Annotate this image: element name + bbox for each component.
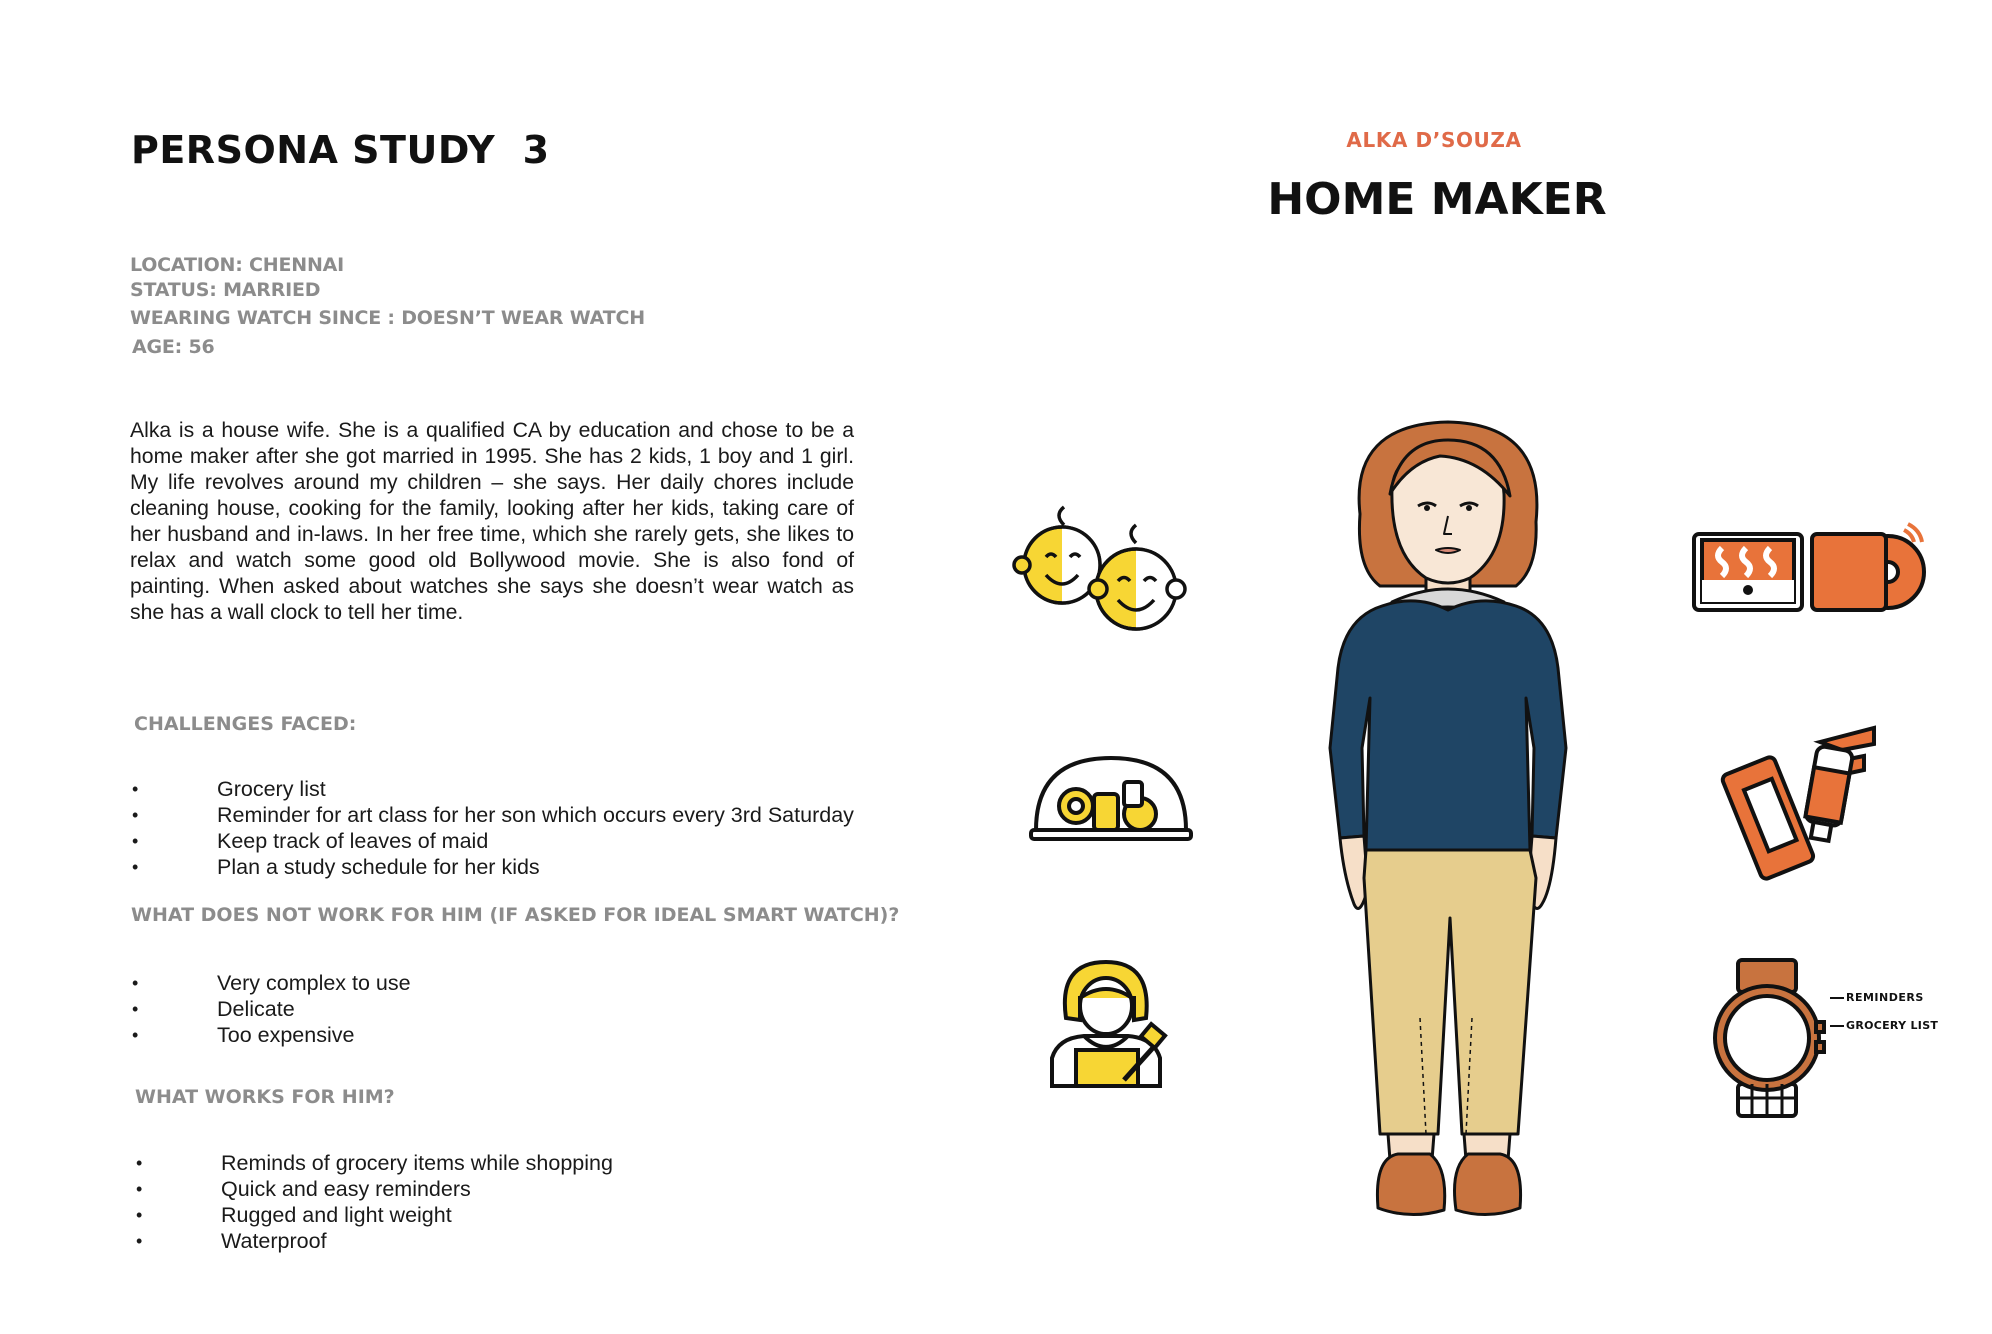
persona-role: HOME MAKER	[1267, 174, 1607, 225]
persona-name: ALKA D’SOUZA	[1346, 128, 1522, 152]
list-item: • Grocery list	[130, 776, 854, 802]
list-item: • Delicate	[130, 996, 411, 1022]
page-title: PERSONA STUDY 3	[131, 128, 550, 172]
smartwatch-icon	[1712, 958, 1822, 1118]
list-item: • Reminder for art class for her son which occurs every 3rd Saturday	[130, 802, 854, 828]
challenges-heading: CHALLENGES FACED:	[134, 713, 357, 735]
list-item: • Rugged and light weight	[134, 1202, 613, 1228]
not-work-list	[130, 970, 411, 1048]
location-detail: LOCATION: CHENNAI	[130, 254, 345, 276]
grocery-callout: GROCERY LIST	[1846, 1019, 1939, 1032]
list-item: • Reminds of grocery items while shopping	[134, 1150, 613, 1176]
list-item: • Too expensive	[130, 1022, 411, 1048]
persona-bio: Alka is a house wife. She is a qualified CA by education and chose to be a home maker after she got married in 1995. She has 2 kids, 1 boy and 1 girl. My life revolves around my children – she says. Her daily chores include cleaning house, cooking for the family, looking after her kids, taking care of her husband and in-laws. In her free time, which she rarely gets, she likes to relax and watch some good old Bollywood movie. She is also fond of painting. When asked about watches she says she doesn’t wear watch as she has a wall clock to tell her time.	[130, 419, 854, 624]
challenges-list	[130, 776, 854, 880]
list-item: • Plan a study schedule for her kids	[130, 854, 854, 880]
list-item: • Keep track of leaves of maid	[130, 828, 854, 854]
works-list	[134, 1150, 613, 1254]
maid-icon	[1048, 958, 1166, 1090]
list-item: • Very complex to use	[130, 970, 411, 996]
paint-icon	[1724, 724, 1878, 872]
list-item: • Quick and easy reminders	[134, 1176, 613, 1202]
watch-detail: WEARING WATCH SINCE : DOESN’T WEAR WATCH	[130, 307, 645, 329]
reminders-callout: REMINDERS	[1846, 991, 1924, 1004]
kids-icon	[1018, 505, 1198, 640]
age-detail: AGE: 56	[132, 336, 215, 358]
works-heading: WHAT WORKS FOR HIM?	[135, 1086, 395, 1108]
laptop-record-icon	[1690, 518, 1926, 616]
list-item: • Waterproof	[134, 1228, 613, 1254]
status-detail: STATUS: MARRIED	[130, 279, 321, 301]
persona-illustration	[1320, 418, 1575, 1232]
watch-callout-lines	[1828, 996, 1848, 1030]
groceries-icon	[1028, 752, 1194, 842]
not-work-heading: WHAT DOES NOT WORK FOR HIM (IF ASKED FOR IDEAL SMART WATCH)?	[131, 904, 900, 926]
